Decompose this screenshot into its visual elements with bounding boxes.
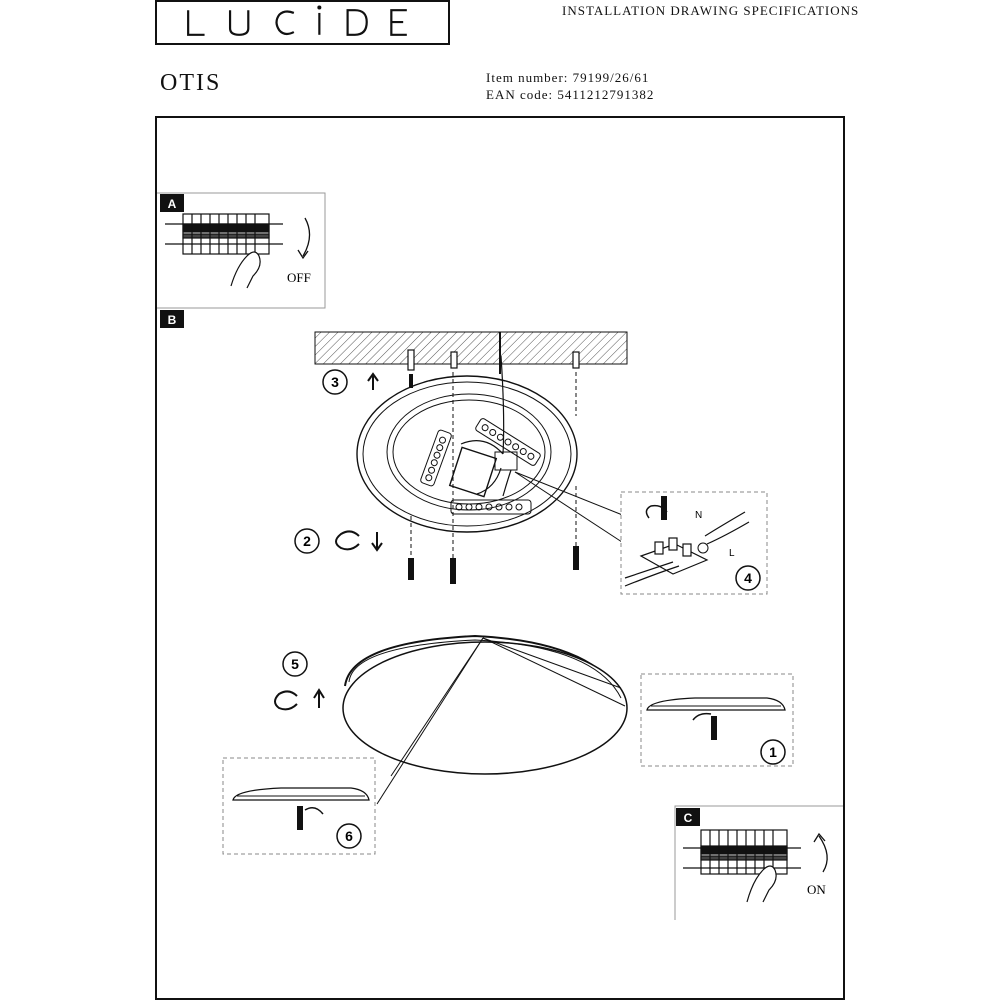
- panel-c-letter: C: [683, 811, 693, 825]
- panel-c-on-label: ON: [807, 882, 826, 897]
- down-arrow-icon: [372, 532, 382, 550]
- panel-a-off-label: OFF: [287, 270, 311, 285]
- up-arrow-icon: [314, 690, 324, 708]
- screwdriver-icon: [297, 806, 303, 830]
- screwdriver-icon: [711, 716, 717, 740]
- neutral-wire-label: N: [695, 510, 703, 521]
- step-2-number: 2: [303, 533, 311, 549]
- panel-b-letter: B: [167, 313, 177, 327]
- lucide-logo-art: [157, 2, 448, 43]
- switch-up-arrow-icon: [819, 836, 827, 872]
- item-number: Item number: 79199/26/61: [486, 70, 650, 85]
- mounting-base: [357, 356, 577, 532]
- step-4-number: 4: [744, 570, 752, 586]
- panel-c: [675, 806, 843, 920]
- circuit-breaker-icon: [683, 830, 801, 874]
- live-wire-label: L: [729, 548, 735, 559]
- lamp-diffuser: [343, 636, 627, 774]
- panel-b: [160, 310, 793, 854]
- step-6-detail: [223, 758, 375, 854]
- step-4-detail: [621, 492, 767, 594]
- base-terminal-block: [495, 452, 517, 470]
- hand-icon: [231, 252, 260, 288]
- installation-drawing: [155, 116, 845, 1000]
- ean-code: EAN code: 5411212791382: [486, 87, 655, 102]
- rotate-icon: [275, 691, 297, 709]
- product-name: OTIS: [160, 70, 222, 96]
- step-1-number: 1: [769, 744, 777, 760]
- step-3-number: 3: [331, 374, 339, 390]
- step-6-number: 6: [345, 828, 353, 844]
- lucide-logo: [155, 0, 450, 45]
- led-driver: [450, 447, 497, 496]
- circuit-breaker-icon: [165, 214, 283, 254]
- up-arrow-icon: [368, 374, 378, 390]
- step-1-detail: [641, 674, 793, 766]
- panel-a-letter: A: [167, 197, 177, 211]
- switch-down-arrow-icon: [303, 218, 310, 256]
- step-5-number: 5: [291, 656, 299, 672]
- ceiling: [315, 332, 627, 364]
- panel-a: [157, 193, 325, 308]
- rotate-icon: [336, 531, 359, 549]
- document-title: INSTALLATION DRAWING SPECIFICATIONS: [562, 3, 860, 18]
- hand-icon: [747, 866, 776, 902]
